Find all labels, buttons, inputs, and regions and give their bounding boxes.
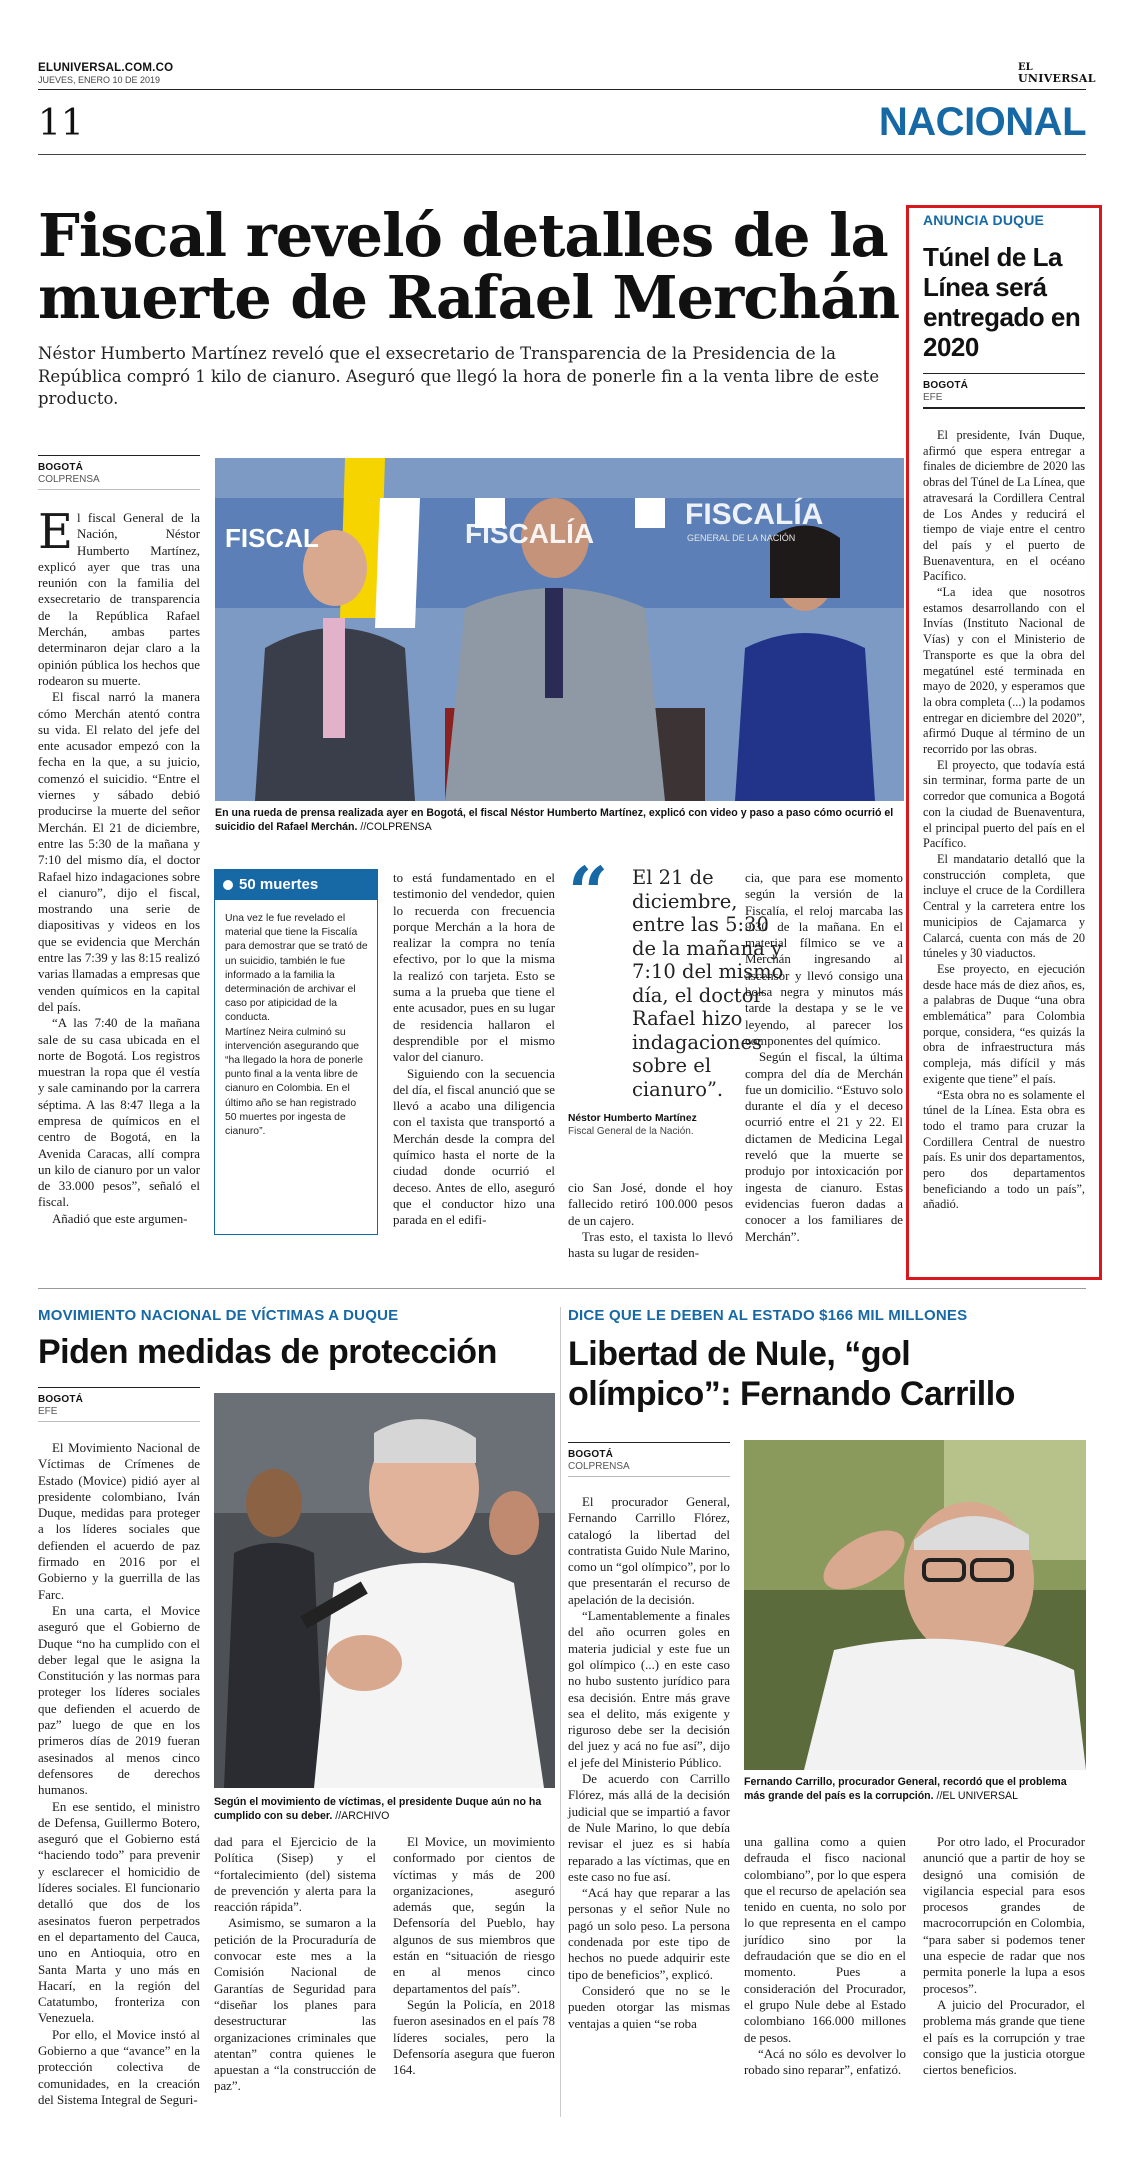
- main-col1-p2: El fiscal narró la manera cómo Merchán atentó contra su vida. El relato del jefe del ente acusador empezó con la fecha en la que, a su juicio, comenzó el suicidio. “Entre el viernes y sábado debió producirse la muerte del señor Merchán. El 21 de diciembre, entre las 5:30 de la mañana y 7:10 del mismo día, el doctor Rafael hizo indagaciones sobre el cianuro”, dijo el fiscal, mostrando una serie de diapositivas y videos en los que se evidencia que Merchán entre las 7:39 y las 8:15 realizó varias llamadas a empresas que venden químicos en la capital del país.: [38, 690, 200, 1014]
- bl-col3-p1: El Movice, un movimiento conformado por cientos de víctimas y más de 200 organizaciones, aseguró además que, según la Defensoría del Pueblo, hay algunos de sus miembros que están en “situación de riesgo en al menos cinco departamentos del país”.: [393, 1835, 555, 1996]
- bl-col1-p4: Por ello, el Movice instó al Gobierno a que “avance” en la protección colectiva de comunidades, en la creación del Sistema Integral de Seguri-: [38, 2027, 200, 2107]
- bottom-right-headline: [568, 1334, 1015, 1414]
- main-col1-p1: l fiscal General de la Nación, Néstor Humberto Martínez, explicó ayer que tras una reunión con la familia del exsecretario de transparencia de la República Rafael Merchán, ambas partes determinaron dejar claro a la opinión pública los hechos que rodearon su muerte.: [38, 511, 200, 688]
- carrillo-photo: [744, 1440, 1086, 1770]
- bl-col3-p2: Según la Policía, en 2018 fueron asesinados en el país 78 líderes sociales, pero la Defensoría asegura que fueron 164.: [393, 1997, 555, 2078]
- br-col3-p1: Por otro lado, el Procurador anunció que a partir de hoy se designó una comisión de vigilancia especial para esos procesos grandes de macrocorrupción en Colombia, “para saber si podemos tener una especie de radar que nos permita ponerle la lupa a esos procesos”.: [923, 1835, 1085, 1996]
- photo-sign-2: FISCALÍA: [465, 518, 595, 549]
- br-byline-rule: [568, 1442, 730, 1443]
- bl-col2-p1: dad para el Ejercicio de la Política (Sisep) y el “fortalecimiento (del) sistema de prevención y alerta para la reacción rápida”.: [214, 1835, 376, 1915]
- main-headline-line1: Fiscal reveló detalles de la: [38, 201, 888, 270]
- right-p5: Ese proyecto, en ejecución desde hace más de diez años, es, a palabras de Duque “una obra emblemática” para Colombia porque, considera, “es quizás la obra de infraestructura más compleja, más difícil y más exigente que tiene” el país.: [923, 961, 1085, 1086]
- pull-quote-role: Fiscal General de la Nación.: [568, 1126, 694, 1137]
- main-column-3: [393, 870, 555, 1229]
- section-rule: [38, 154, 1086, 155]
- br-headline-line1: Libertad de Nule, “gol: [568, 1335, 911, 1373]
- br-col1-p2: “Lamentablemente a finales del año ocurren goles en materia judicial y este fue un gol olímpico (...) en este caso no hubo sustento jurídico para esa decisión. Entre más grave sea el delito, más exigente y riguroso debe ser la decisión del juez y acá no fue así”, dijo el jefe del Ministerio Público.: [568, 1609, 730, 1770]
- bl-col1-p1: El Movimiento Nacional de Víctimas de Crímenes de Estado (Movice) pidió ayer al presidente colombiano, Iván Duque, medidas para proteger a los líderes sociales que defienden el acuerdo de paz firmado en 2016 por el Gobierno y la guerrilla de las Farc.: [38, 1441, 200, 1602]
- photo-sign-sub: GENERAL DE LA NACIÓN: [687, 533, 796, 543]
- section-title: NACIONAL: [878, 100, 1086, 144]
- bl-byline-place: BOGOTÁ: [38, 1394, 84, 1405]
- bl-col1-p2: En una carta, el Movice aseguró que el Gobierno de Duque “no ha cumplido con el deber legal que le asigna la Constitución y las normas para proteger los líderes sociales que defienden el acuerdo de paz” luego de que en los primeros días de 2019 fueran asesinados al menos cinco defensores de derechos humanos.: [38, 1603, 200, 1798]
- right-byline-agency: EFE: [923, 392, 943, 403]
- photo-sign-1: FISCAL: [225, 523, 319, 553]
- logo-line2: UNIVERSAL: [1018, 72, 1096, 85]
- br-col1-p4: “Acá hay que reparar a las personas y el señor Nule no pagó un solo peso. La persona condenada por este tipo de hechos no puede adquirir este tipo de beneficios”, explicó.: [568, 1886, 730, 1982]
- br-col1-p5: Consideró que no se le pueden otorgar las mismas ventajas a quien “se roba: [568, 1983, 730, 2031]
- bottom-left-column-3: [393, 1834, 555, 2078]
- sidebar-text: Una vez le fue revelado el material que tiene la Fiscalía para demostrar que se trató de un suicidio, también le fue informado a la familia la determinación de archivar el caso por atipicidad de la conducta. Martínez Neira culminó su intervención asegurando que “ha llegado la hora de ponerle punto final a la venta libre de cianuro en Colombia. En el último año se han registrado 50 muertes por ingesta de cianuro”.: [225, 913, 368, 1138]
- main-col1-p3: “A las 7:40 de la mañana sale de su casa ubicada en el norte de Bogotá. Los registros muestran la ropa que él vestía y sale caminando por la carrera séptima. A las 8:47 llega a la empresa de químicos en el centro de Bogotá, en la Avenida Caracas, allí compra un kilo de cianuro por un valor de 33.000 pesos”, señaló el fiscal.: [38, 1016, 200, 1210]
- right-p3: El proyecto, que todavía está sin terminar, forma parte de un corredor que comunica a Bogotá con la ciudad de Buenaventura, el principal puerto del país en el Pacífico.: [923, 757, 1085, 851]
- right-byline-rule: [923, 373, 1085, 374]
- bottom-right-column-1: [568, 1494, 730, 2032]
- main-col5-p2: Según el fiscal, la última compra del día de Merchán fue un domicilio. “Estuvo solo durante el día y el deceso ocurrió entre el 21 y 22. El dictamen de Medicina Legal reveló que la muerte se produjo por intoxicación por ingesta de cianuro. Estas evidencias fueron dadas a conocer a los familiares de Merchán”.: [745, 1050, 903, 1244]
- right-headline: Túnel de La Línea será entregado en 2020: [923, 242, 1081, 362]
- main-photo-caption-text: En una rueda de prensa realizada ayer en Bogotá, el fiscal Néstor Humberto Martínez, explicó con video y paso a paso cómo ocurrió el suicidio del Rafael Merchán.: [215, 807, 894, 833]
- masthead-rule: [38, 89, 1086, 90]
- br-headline-line2: olímpico”: Fernando Carrillo: [568, 1375, 1015, 1413]
- bl-byline-rule: [38, 1387, 200, 1388]
- logo-line1: EL: [1018, 62, 1033, 73]
- quote-mark-icon: “: [568, 851, 609, 934]
- right-byline-place: BOGOTÁ: [923, 380, 969, 391]
- bottom-left-column-2: [214, 1834, 376, 2095]
- main-column-5: [745, 870, 903, 1245]
- br-col2-p2: “Acá no sólo es devolver lo robado sino reparar”, enfatizó.: [744, 2046, 906, 2078]
- main-headline: [38, 201, 908, 332]
- byline-place: BOGOTÁ: [38, 462, 84, 473]
- br-byline-rule-bottom: [568, 1476, 730, 1477]
- page-number: 11: [38, 103, 84, 144]
- bottom-left-kicker: MOVIMIENTO NACIONAL DE VÍCTIMAS A DUQUE: [38, 1307, 399, 1324]
- pull-quote-text: El 21 de diciembre, entre las 5:30 de la mañana y 7:10 del mismo día, el doctor Rafael hizo indagaciones sobre el cianuro”.: [632, 866, 784, 1101]
- bl-col2-p2: Asimismo, se sumaron a la petición de la Procuraduría de convocar este mes a la Comisión Nacional de Garantías de Seguridad para “diseñar los planes para desestructurar las organizaciones criminales que atentan” contra quienes le apuestan a “la construcción de paz”.: [214, 1916, 376, 2094]
- site-name: ELUNIVERSAL.COM.CO: [38, 62, 174, 74]
- right-byline-rule-bottom: [923, 407, 1085, 409]
- main-col4-p2: Tras esto, el taxista lo llevó hasta su lugar de residen-: [568, 1229, 733, 1261]
- section-divider: [38, 1288, 1086, 1289]
- column-separator: [560, 1307, 561, 2117]
- issue-date: JUEVES, ENERO 10 DE 2019: [38, 75, 161, 85]
- byline-rule-bottom: [38, 489, 200, 490]
- br-col2-p1: una gallina como a quien defrauda el fisco nacional colombiano”, por lo que espera que el recurso de apelación sea tenido en cuenta, no solo por lo que representa en el campo jurídico sino por la defraudación que se dio en el momento. Pues a consideración del Procurador, el grupo Nule debe al Estado colombiano 166.000 millones de pesos.: [744, 1835, 906, 2045]
- right-column: [923, 428, 1085, 1213]
- bottom-right-column-2: [744, 1834, 906, 2078]
- main-headline-line2: muerte de Rafael Merchán: [38, 263, 900, 332]
- right-p1: El presidente, Iván Duque, afirmó que espera entregar a finales de diciembre de 2020 las obras del Túnel de La Línea, que atravesará la Cordillera Central de Los Andes y reducirá el tiempo de viaje entre el centro del país y el puerto de Buenaventura, en el océano Pacífico.: [923, 428, 1085, 584]
- bl-byline-rule-bottom: [38, 1421, 200, 1422]
- drop-cap: E: [38, 504, 74, 560]
- duque-photo: [214, 1393, 555, 1788]
- duque-caption-credit: //ARCHIVO: [332, 1810, 390, 1822]
- right-kicker: ANUNCIA DUQUE: [923, 212, 1045, 228]
- br-byline-place: BOGOTÁ: [568, 1449, 614, 1460]
- bl-byline-agency: EFE: [38, 1406, 58, 1417]
- right-p2: “La idea que nosotros estamos desarrollando con el Invías (Instituto Nacional de Vías) y con el Ministerio de Transporte es que la obra del megatúnel esté terminada en mayo de 2020, y esperamos que la obra completa (...) la podamos entregar en diciembre del 2020”, afirmó Duque al término de un recorrido por las obras.: [923, 585, 1085, 757]
- sidebar-title: 50 muertes: [239, 876, 319, 893]
- sidebar-bullet-icon: [223, 880, 233, 890]
- duque-photo-scene: [214, 1393, 555, 1788]
- sidebar-box: [214, 869, 378, 1235]
- br-col1-p1: El procurador General, Fernando Carrillo Flórez, catalogó la libertad del contratista Guido Nule Marino, como un “gol olímpico”, por lo que presentarán el recurso de apelación de la decisión.: [568, 1495, 730, 1607]
- byline-rule: [38, 455, 200, 456]
- fiscal-press-photo: [215, 458, 904, 801]
- carrillo-caption-text: Fernando Carrillo, procurador General, recordó que el problema más grande del país es la corrupción.: [744, 1776, 1067, 1802]
- main-col3-p2: Siguiendo con la secuencia del día, el fiscal anunció que se llevó a acabo una diligencia con el taxista que transportó a Merchán desde la compra del químico hasta el norte de la ciudad donde ocurrió el deceso. Antes de ello, aseguró que el conductor hizo una parada en el edifi-: [393, 1066, 555, 1228]
- br-byline-agency: COLPRENSA: [568, 1461, 630, 1472]
- main-col4-p1: cio San José, donde el hoy fallecido retiró 100.000 pesos de un cajero.: [568, 1181, 733, 1228]
- byline-agency: COLPRENSA: [38, 474, 100, 485]
- carrillo-photo-scene: [744, 1440, 1086, 1770]
- bl-col1-p3: En ese sentido, el ministro de Defensa, Guillermo Botero, aseguró que el Gobierno está “haciendo todo” para prevenir y esclarecer el homicidio de líderes sociales. El funcionario detalló que dos de los asesinatos fueron perpetrados en el departamento del Cauca, uno en Antioquia, otro en Santa Marta y uno más en Hacarí, en la región del Catatumbo, fronteriza con Venezuela.: [38, 1799, 200, 2026]
- duque-photo-caption: [214, 1795, 556, 1823]
- photo-sign-3: FISCALÍA: [685, 498, 824, 531]
- main-photo-caption: [215, 806, 905, 834]
- bottom-left-column-1: [38, 1440, 200, 2108]
- main-photo-credit: //COLPRENSA: [357, 821, 432, 833]
- carrillo-caption-credit: //EL UNIVERSAL: [933, 1790, 1018, 1802]
- right-p4: El mandatario detalló que la construcción completa, que incluye el cruce de la Cordillera Central y la carretera entre los municipios de Cajamarca y Calarcá, cuenta con más de 20 túneles y 30 viaductos.: [923, 851, 1085, 961]
- main-col5-p1: cia, que para ese momento según la versión de la Fiscalía, el reloj marcaba las 9:30 de la mañana. En el material fílmico se ve a Merchán ingresando al ascensor y llevó consigo una bolsa negra y minutos más tarde la destapa y se le ve leyendo, al parecer los componentes del químico.: [745, 871, 903, 1048]
- br-col3-p2: A juicio del Procurador, el problema más grande que tiene el país es la corrupción y trae consigo que la justicia otorgue ciertos beneficios.: [923, 1997, 1085, 2078]
- br-col1-p3: De acuerdo con Carrillo Flórez, más allá de la decisión judicial que se impartió a favor de Nule Marino, lo que debía revisar el juez es si había reparado a las víctimas, que en este caso no fue así.: [568, 1772, 730, 1884]
- carrillo-photo-caption: [744, 1775, 1086, 1803]
- pull-quote-author: Néstor Humberto Martínez: [568, 1113, 697, 1124]
- main-column-1: [38, 504, 200, 1227]
- main-col1-p4: Añadió que este argumen-: [52, 1211, 188, 1226]
- duque-caption-text: Según el movimiento de víctimas, el presidente Duque aún no ha cumplido con su deber.: [214, 1796, 542, 1822]
- bottom-right-kicker: DICE QUE LE DEBEN AL ESTADO $166 MIL MILLONES: [568, 1307, 968, 1324]
- main-deck: Néstor Humberto Martínez reveló que el exsecretario de Transparencia de la Presidencia de la República compró 1 kilo de cianuro. Aseguró que llegó la hora de ponerle fin a la venta libre de este producto.: [38, 344, 880, 408]
- bottom-right-column-3: [923, 1834, 1085, 2078]
- bottom-left-headline: Piden medidas de protección: [38, 1333, 497, 1371]
- right-p6: “Esta obra no es solamente el túnel de la Línea. Esta obra es todo el tramo para cruzar la Cordillera Central de nuestro país. Es unir dos departamentos, pero dos departamentos beneficiando a todo un país”, añadió.: [923, 1087, 1085, 1212]
- main-col3-p1: to está fundamentado en el testimonio del vendedor, quien lo recuerda con frecuencia porque Merchán a la hora de realizar la compra no tenía efectivo, por lo que la misma la realizó con tarjeta. Esto se suma a la prueba que tiene el ente acusador, pues en su lugar de residencia hallaron el desprendible por el mismo valor del cianuro.: [393, 871, 555, 1065]
- main-column-4-bottom: [568, 1180, 733, 1261]
